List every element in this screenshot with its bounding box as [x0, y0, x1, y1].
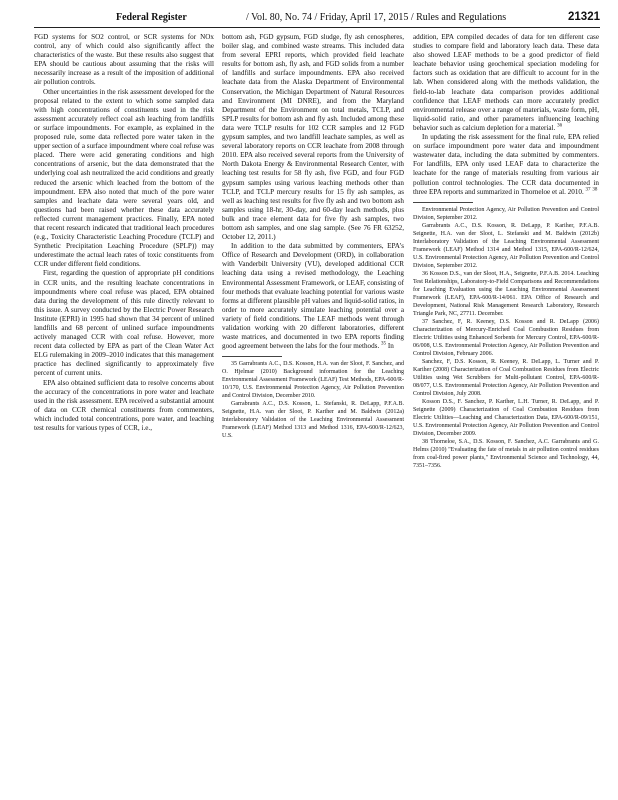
footnote: 36 Kosson D.S., van der Sloot, H.A., Seignette, P.F.A.B. 2014. Leaching Test Relationships, Laboratory-to-Field Comparisons and Recommendations for Leaching Evaluation using the Leaching Environmental Assessment Framework (LEAF), EPA-600/R-14/061. EPA Office of Research and Development, National Risk Management Research Laboratory, Research Triangle Park, NC, 27711. December. — [413, 270, 599, 317]
paragraph: First, regarding the question of appropriate pH conditions in CCR units, and the resulting leachate concentrations in impoundments where coal refuse was placed, EPA obtained data during the development of this rule directly relevant to this issue. A survey conducted by the Electric Power Research Institute (EPRI) in 1995 had shown that 34 percent of unlined landfills and 68 percent of unlined surface impoundments actively managed CCR with coal refuse. However, more recent data collected by EPA as part of the Clean Water Act ELG rulemaking in 2009–2010 indicates that this management practice has declined significantly to approximately five percent of current units. — [34, 269, 214, 378]
footnote: Garrabrants A.C., D.S. Kosson, L. Stefanski, R. DeLapp, P.F.A.B. Seignette, H.A. van der Sloot, P. Kariher and M. Baldwin (2012a) Interlaboratory Validation of the Leaching Environmental Assessment Framework (LEAF) Method 1313 and Method 1316, EPA-600/R-12/623, U.S. — [222, 401, 404, 440]
footnote: Environmental Protection Agency, Air Pollution Prevention and Control Division, September 2012. — [413, 206, 599, 221]
paragraph — [413, 133, 599, 197]
paragraph: bottom ash, FGD gypsum, FGD sludge, fly ash cenospheres, boiler slag, and combined waste streams. This included data from several EPRI reports, which provided field leachate results for bottom ash, fly ash, and FGD solids from a number of landfills and surface impoundments. EPA also received leachate data from the Alaska Department of Environmental Conservation, the Michigan Department of Natural Resources and Environment (MI DNRE), and from the Maryland Department of the Environment on total metals, TCLP, and SPLP results for bottom ash and fly ash. Included among these data were TCLP results for 102 CCR samples and 12 FGD gypsum samples, and two landfill leachate samples, as well as several laboratory reports on CCR leachate from 2008 through 2010. EPA also received several reports from the University of North Dakota Energy & Environmental Research Center, with leaching test results for 58 fly ash, five FGD, and four FGD gypsum samples using various leaching methods other than TCLP, and TCLP mercury results for 15 fly ash samples, as well as leaching test results for five fly ash and two bottom ash samples using 18-hr, 30-day, and 60-day leach methods, plus bulk and trace element data for five fly ash samples, two bottom ash samples, and one slag sample. (See 76 FR 63252, October 12, 2011.) — [222, 33, 404, 242]
paragraph-text: addition, EPA compiled decades of data for ten different case studies to compare field and laboratory leach data. These data also showed LEAF methods to be a good predictor of field leachate behavior using geochemical speciation modeling for factors such as oxidation that are difficult to account for in the lab. When considered along with the methods validation, the field-to-lab leachate data comparison provides additional confidence that LEAF methods can more accurately predict environmental release over a range of materials, waste form, pH, liquid-solid ratio, and other parameters influencing leaching behavior such as calcium depletion for a material. — [413, 33, 599, 132]
paragraph-text: In updating the risk assessment for the final rule, EPA relied on surface impoundment pore water data and impoundment wastewater data, including the data submitted by commenters. For landfills, EPA only used LEAF data to characterize the leachate for the range of materials resulting from various air pollution control technologies. The CCR data documented in three EPA reports and summarized in Thorneloe et al. 2010. — [413, 133, 599, 196]
text-column-middle — [222, 33, 404, 440]
issue-info: / Vol. 80, No. 74 / Friday, April 17, 2015 / Rules and Regulations — [246, 12, 507, 23]
publication-title: Federal Register — [116, 12, 187, 23]
paragraph-text: In addition to the data submitted by commenters, EPA's Office of Research and Development (ORD), in collaboration with Vanderbilt University (VU), developed additional CCR leaching data using a revised methodology, the Leaching Environmental Assessment Framework, or LEAF, consisting of four methods that evaluate leaching potential for various waste forms at different plausible pH values and liquid-solid ratios, in order to more accurately simulate leaching potential over a variety of field conditions. The LEAF methods went through validation working with 20 different laboratories, different waste matrices, and documented in two EPA reports finding good agreement between the labs for the four methods. — [222, 242, 404, 351]
paragraph: FGD systems for SO2 control, or SCR systems for NOx control, any of which could also significantly affect the characteristics of the waste. But these results also suggest that EPA should be cautious about assuming that the risks will necessarily increase as a result of the imposition of additional air pollution controls. — [34, 33, 214, 87]
paragraph-text: In — [387, 342, 394, 351]
text-column-right — [413, 33, 599, 470]
footnote: 35 Garrabrants A.C., D.S. Kosson, H.A. van der Sloot, F. Sanchez, and O. Hjelmar (2010) Background information for the Leaching Environmental Assessment Framework (LEAF) Test Methods, EPA-600/R-10/170, U.S. Environmental Protection Agency, Air Pollution Prevention and Control Division, December 2010. — [222, 361, 404, 400]
footnote: Garrabrants A.C., D.S. Kosson, R. DeLapp, P. Kariher, P.F.A.B. Seignette, H.A. van der Sloot, L. Stefanski and M. Baldwin (2012b) Interlaboratory Validation of the Leaching Environmental Assessment Framework (LEAF) Method 1314 and Method 1315, EPA-600/R-12/624, U.S. Environmental Protection Agency, Air Pollution Prevention and Control Division, September 2012. — [413, 222, 599, 269]
page-header — [34, 11, 600, 28]
page-number: 21321 — [568, 11, 600, 23]
footnote: 37 Sanchez, F, R. Keeney, D.S. Kosson and R. DeLapp (2006) Characterization of Mercury-Enriched Coal Combustion Residues from Electric Utilities using Enhanced Sorbents for Mercury Control, EPA-600/R-06/008, U.S. Environmental Protection Agency, Air Pollution Prevention and Control Division, February 2006. — [413, 318, 599, 357]
text-column-left — [34, 33, 214, 433]
footnote: Sanchez, F, D.S. Kosson, R. Keeney, R. DeLapp, L. Turner and P. Kariher (2008) Characterization of Coal Combustion Residues from Electric Utilities using Wet Scrubbers for Multi-pollutant Control, EPA-600/R-08/077, U.S. Environmental Protection Agency, Air Pollution Prevention and Control Division, July 2008. — [413, 358, 599, 397]
paragraph — [413, 33, 599, 133]
footnote-ref[interactable]: 35 — [381, 341, 387, 347]
footnote: 38 Thorneloe, S.A., D.S. Kosson, F. Sanchez, A.C. Garrabrants and G. Helms (2010) "Evaluating the fate of metals in air pollution control residues from coal-fired power plants," Environmental Science and Technology, 44, 7351–7356. — [413, 438, 599, 469]
footnote-divider — [413, 202, 473, 203]
paragraph — [222, 242, 404, 351]
footnote: Kosson D.S., F. Sanchez, P. Kariher, L.H. Turner, R. DeLapp, and P. Seignette (2009) Characterization of Coal Combustion Residues from Electric Utilities—Leaching and Characterization Data, EPA-600/R-09/151, U.S. Environmental Protection Agency, Air Pollution Prevention and Control Division, December 2009. — [413, 398, 599, 437]
paragraph: Other uncertainties in the risk assessment developed for the proposal related to the extent to which some sampled data with high concentrations of constituents used in the risk assessment accurately reflect coal ash leaching from landfills or surface impoundments. For example, as explained in the proposed rule, some data reflected pore water taken in the upper section of a surface impoundment where coal refuse was placed. There were acid generating conditions and high concentrations of arsenic, but the data demonstrated that the underlying coal ash neutralized the acid conditions and greatly reduced the arsenic which leached from the bottom of the impoundment. EPA also noted that much of the pore water samples and leachate data were several years old, and questions had been raised whether these data accurately reflected current management practices. Finally, EPA noted that recent research indicated that traditional leach procedures (e.g., Toxicity Characteristic Leaching Procedure (TCLP) and Synthetic Precipitation Leaching Procedure (SPLP)) may underestimate the actual leach rates of toxic constituents from CCR under different field conditions. — [34, 87, 214, 269]
footnote-ref[interactable]: 36 — [557, 123, 563, 129]
footnote-divider — [222, 356, 282, 357]
footnote-ref[interactable]: 37 — [585, 187, 591, 193]
footnote-ref[interactable]: 38 — [592, 187, 598, 193]
paragraph: EPA also obtained sufficient data to resolve concerns about the accuracy of the concentrations in pore water and leachate used in the risk assessment. EPA received a substantial amount of data on CCR chemical constituents from commenters, which included total concentrations, pore water, and leaching test results for various types of CCR, i.e., — [34, 378, 214, 433]
